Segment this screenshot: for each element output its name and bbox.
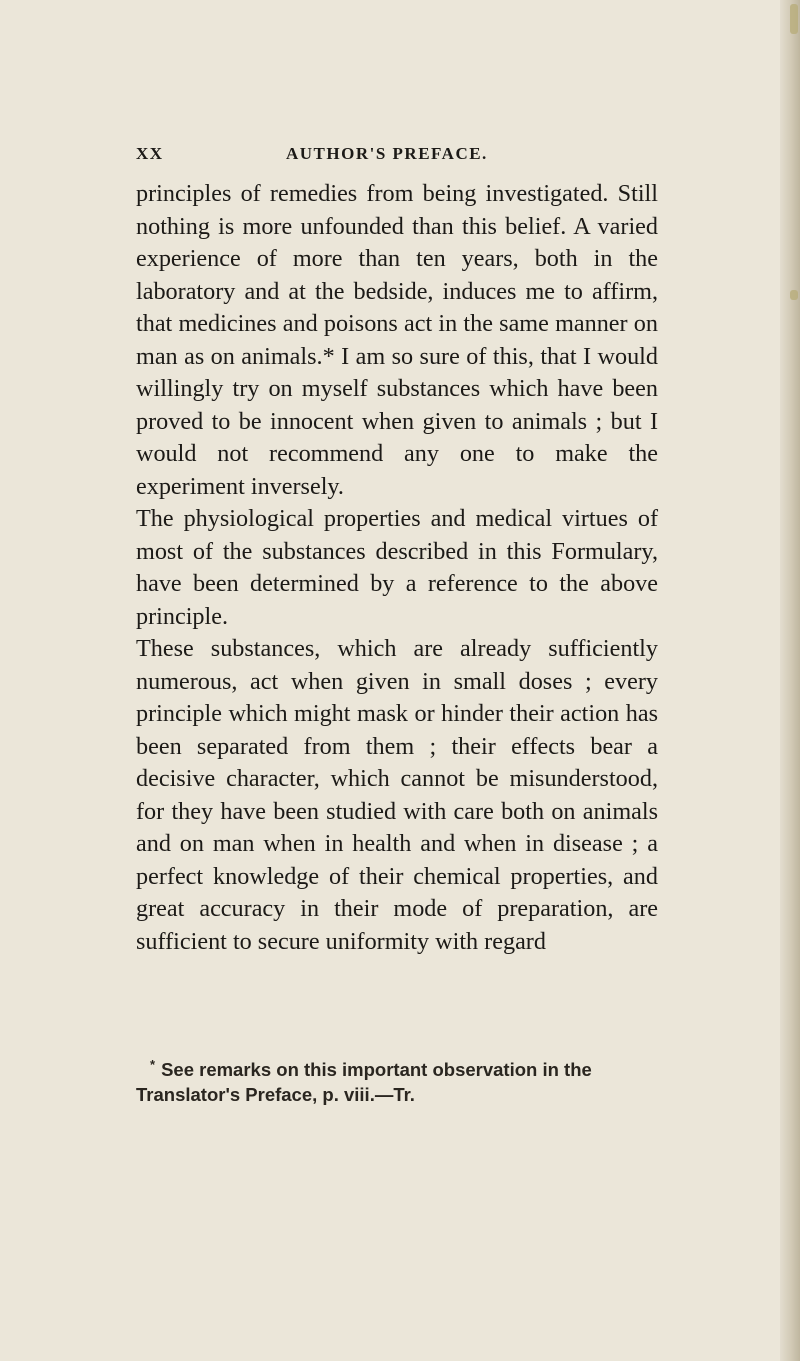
page-edge-stain [790,4,798,34]
footnote-line-1 [136,1052,658,1082]
footnote [136,1052,658,1107]
body-text [136,178,658,958]
paragraph-1: principles of remedies from being investigated. Still nothing is more unfounded than this belief. A varied experience of more than ten years, both in the laboratory and at the bedside, induces me to affirm, that medicines and poisons act in the same manner on man as on animals.* I am so sure of this, that I would willingly try on myself substances which have been proved to be innocent when given to animals ; but I would not recommend any one to make the experiment inversely. [136,180,658,500]
running-title: AUTHOR'S PREFACE. [286,144,488,163]
page-header [136,144,656,170]
footnote-line-2: Translator's Preface, p. viii.—Tr. [136,1084,415,1106]
page-edge-stain [790,290,798,300]
paragraph-2: The physiological properties and medical virtues of most of the substances described in this Formulary, have been determined by a reference to the above principle. [136,505,658,630]
paragraph-3: These substances, which are already sufficiently numerous, act when given in small doses ; every principle which might mask or hinder their action has been separated from them ; their effects bear a decisive character, which cannot be misunderstood, for they have been studied with care both on animals and on man when in health and when in disease ; a perfect knowledge of their chemical properties, and great accuracy in their mode of preparation, are sufficient to secure uniformity with regard [136,635,658,955]
page-number: XX [136,144,164,163]
page-edge [780,0,800,1361]
footnote-text-1: See remarks on this important observation in the [161,1059,592,1081]
footnote-marker: * [150,1057,156,1072]
